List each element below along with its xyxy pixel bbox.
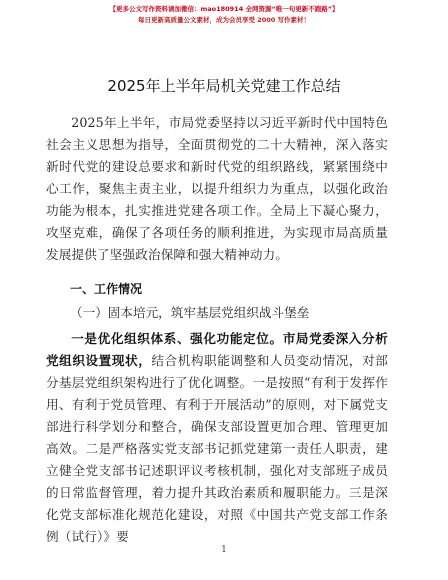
body-paragraph bbox=[46, 328, 388, 548]
promo-banner-line-1: 【更多公文写作资料请加微信：mao180914 全网资源“唯一句更新不跑路”】 bbox=[109, 5, 339, 13]
paragraph-body-text: 结合机构职能调整和人员变动情况，对部分基层党组织架构进行了优化调整。一是按照“有利于发挥作用、有利于党员管理、有利于开展活动”的原则，对下属党支部进行科学划分和整合，确保支部设置更加合理、管理更加高效。二是严格落实党支部书记抓党建第一责任人职责，建立健全党支部书记述职评议考核机制，强化对支部班子成员的日常监督管理，着力提升其政治素质和履职能力。三是深化党支部标准化规范化建设，对照《中国共产党支部工作条例（试行）》要 bbox=[46, 353, 389, 544]
document-title: 2025年上半年局机关党建工作总结 bbox=[107, 77, 341, 95]
paragraph-lead-text: 一是优化组织体系、强化功能定位。市局党委深入分析党组织设置现状， bbox=[46, 331, 388, 368]
subsection-heading: （一）固本培元，筑牢基层党组织战斗堡垒 bbox=[70, 305, 310, 320]
section-heading: 一、工作情况 bbox=[70, 282, 143, 296]
intro-paragraph: 2025年上半年，市局党委坚持以习近平新时代中国特色社会主义思想为指导，全面贯彻党的二十大精神，深入落实新时代党的建设总要求和新时代党的组织路线，紧紧围绕中心工作，聚焦主责主业，以提升组织力为重点，以强化政治功能为根本，扎实推进党建各项工作。全局上下凝心聚力，攻坚克难，确保了各项任务的顺利推进，为实现市局高质量发展提供了坚强政治保障和强大精神动力。 bbox=[46, 115, 388, 262]
promo-banner-line-2: 每日更新高质量公文素材，成为会员享受 2000 写作素材！ bbox=[137, 16, 311, 24]
promo-banner bbox=[0, 4, 448, 26]
page-number: 1 bbox=[221, 545, 227, 555]
